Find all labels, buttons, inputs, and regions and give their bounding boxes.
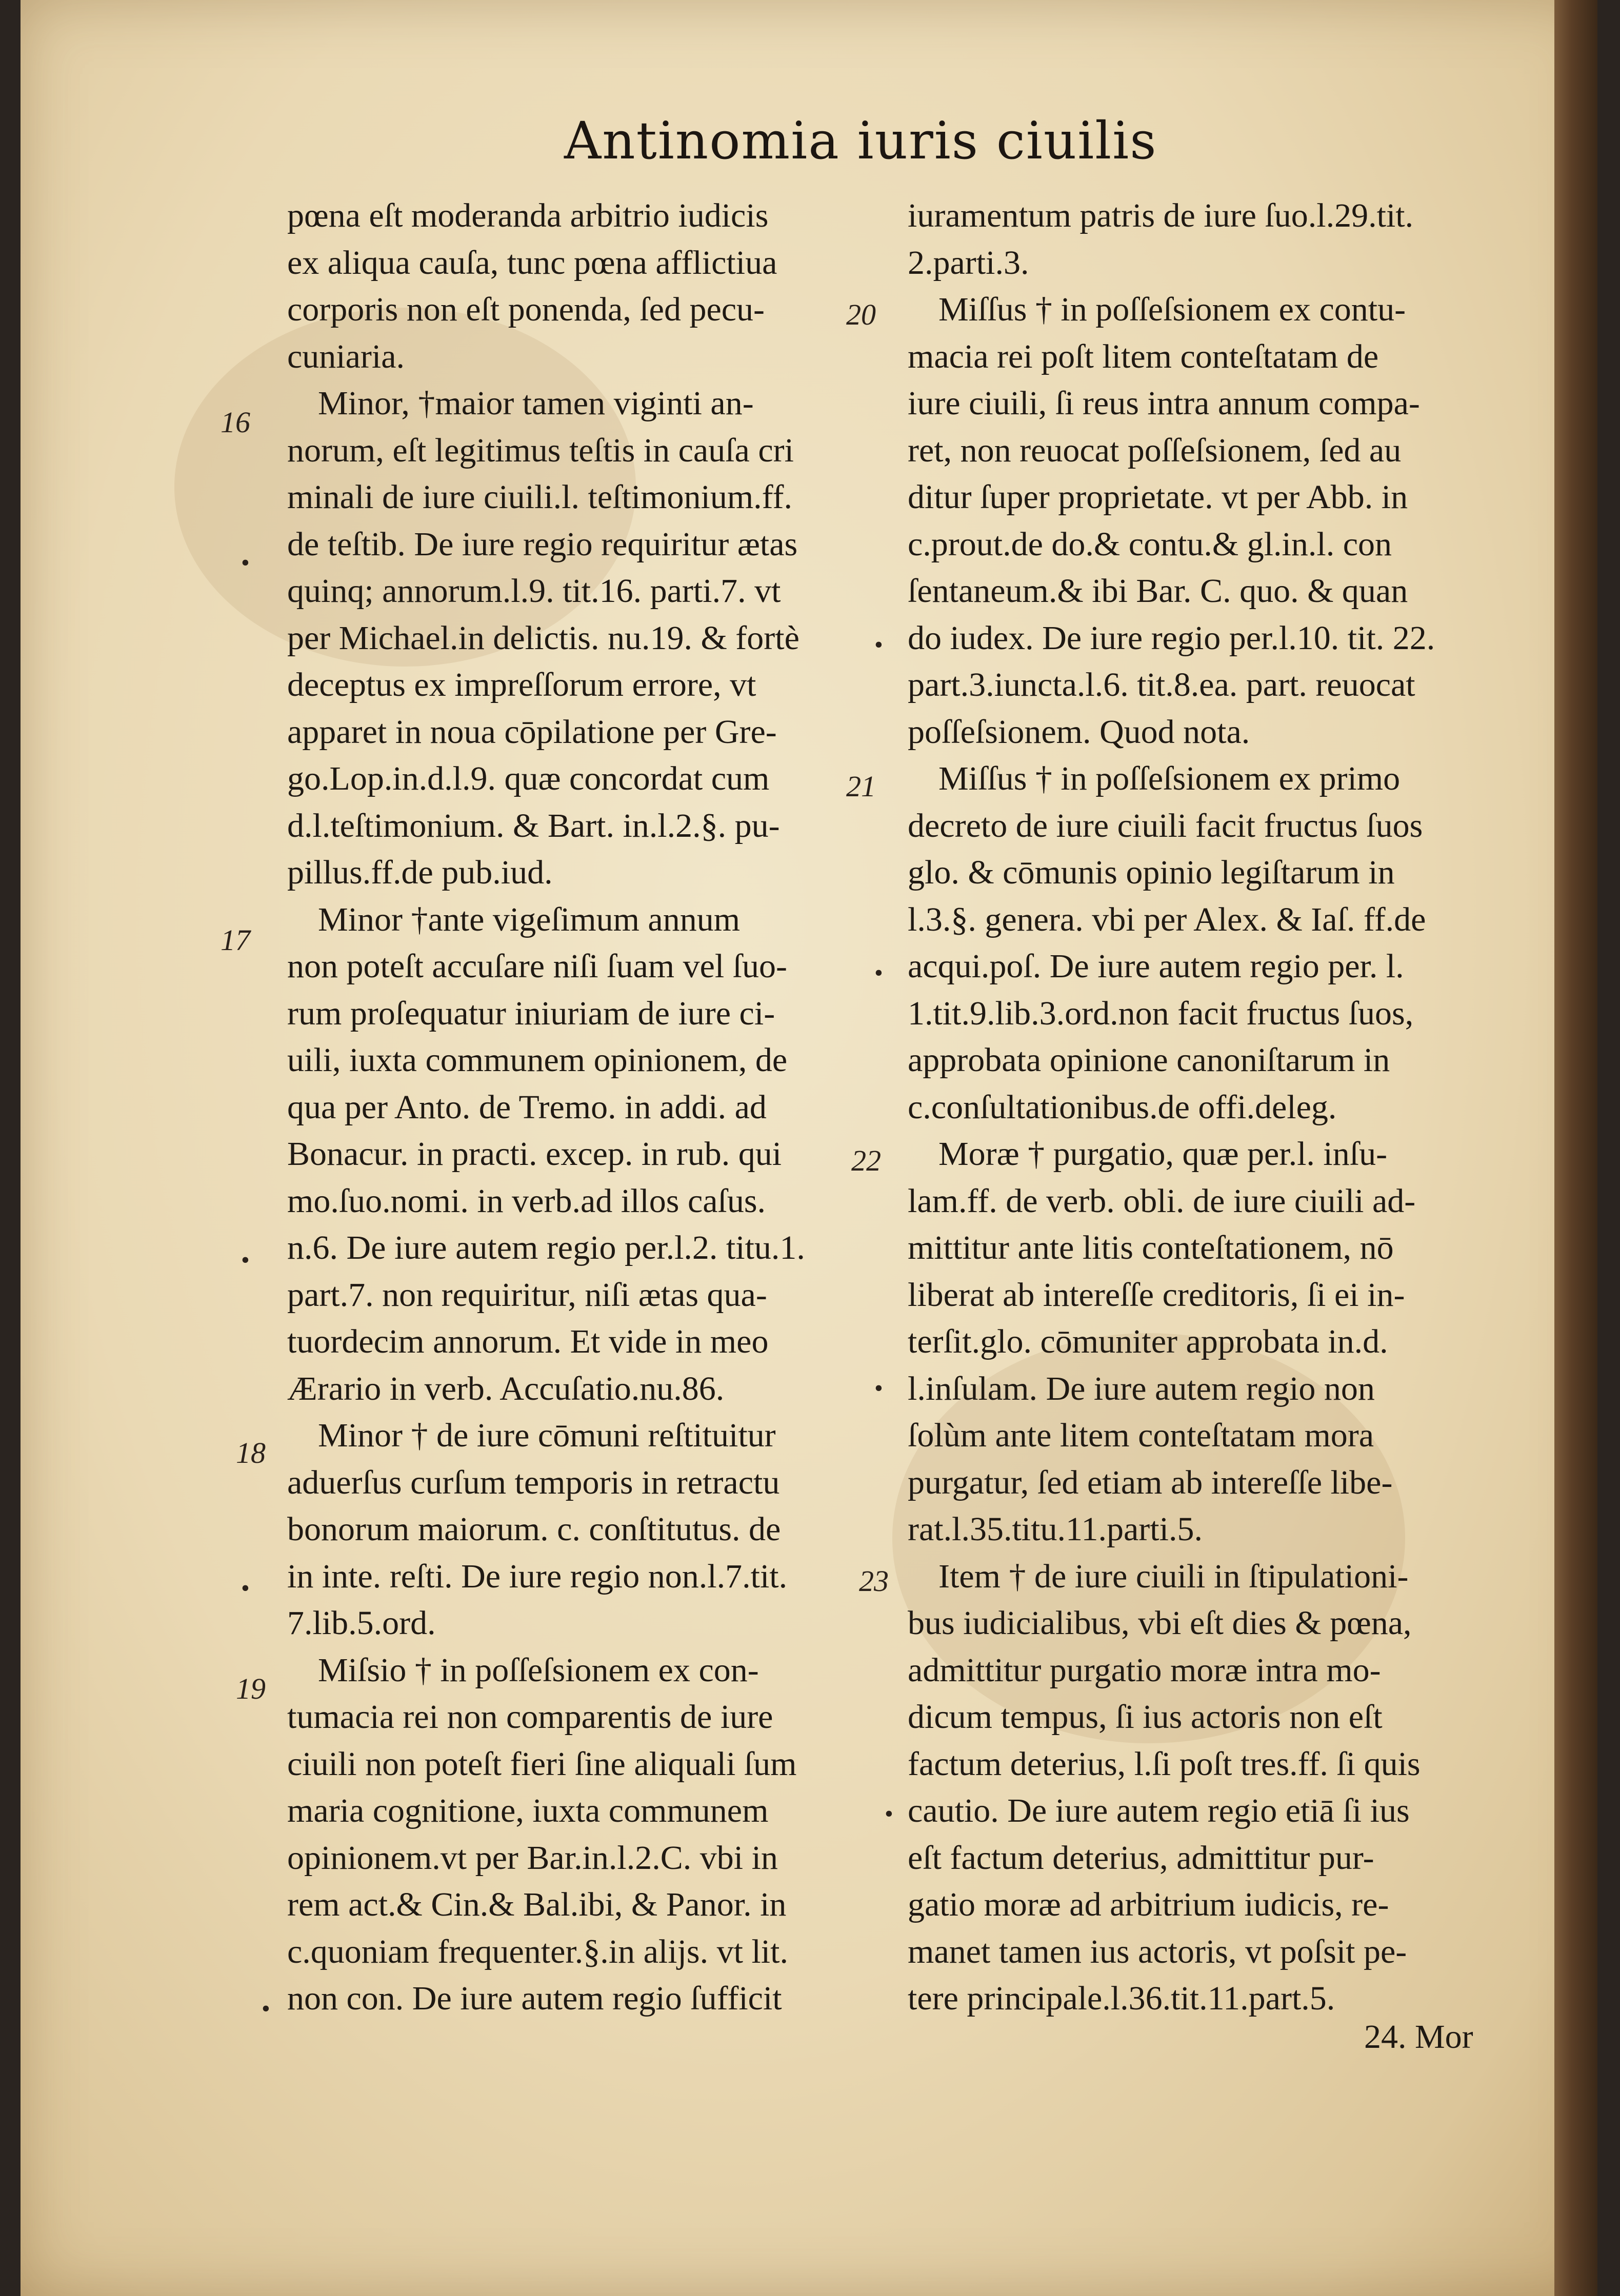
text-line: admittitur purgatio moræ intra mo-: [908, 1651, 1381, 1689]
margin-bullet: •: [885, 1800, 893, 1827]
text-line: Miſſus † in poſſeſsionem ex contu-: [938, 291, 1406, 328]
margin-bullet: •: [874, 959, 883, 986]
paragraph-number: 17: [221, 923, 250, 957]
text-line: pillus.ff.de pub.iud.: [287, 854, 553, 891]
text-line: d.l.teſtimonium. & Bart. in.l.2.§. pu-: [287, 807, 780, 844]
text-line: uili, iuxta communem opinionem, de: [287, 1041, 788, 1079]
text-line: bus iudicialibus, vbi eſt dies & pœna,: [908, 1604, 1412, 1642]
text-line: Ærario in verb. Accuſatio.nu.86.: [287, 1369, 725, 1407]
text-line: Bonacur. in practi. excep. in rub. qui: [287, 1135, 782, 1173]
text-line: rat.l.35.titu.11.parti.5.: [908, 1510, 1203, 1548]
text-line: qua per Anto. de Tremo. in addi. ad: [287, 1088, 767, 1126]
text-line: per Michael.in delictis. nu.19. & fortè: [287, 619, 799, 657]
text-line: in inte. reſti. De iure regio non.l.7.tit.: [287, 1557, 788, 1595]
text-line: aduerſus curſum temporis in retractu: [287, 1463, 780, 1501]
text-line: ret, non reuocat poſſeſsionem, ſed au: [908, 431, 1402, 469]
text-line: tuordecim annorum. Et vide in meo: [287, 1323, 769, 1360]
text-line: macia rei poſt litem conteſtatam de: [908, 337, 1379, 375]
paragraph-number: 20: [846, 298, 876, 331]
text-line: de teſtib. De iure regio requiritur ætas: [287, 525, 798, 563]
paragraph-number: 22: [851, 1144, 881, 1177]
left-column: [287, 192, 867, 2022]
text-line: iuramentum patris de iure ſuo.l.29.tit.: [908, 197, 1414, 234]
text-line: approbata opinione canoniſtarum in: [908, 1041, 1390, 1079]
text-line: apparet in noua cōpilatione per Gre-: [287, 713, 777, 751]
text-line: Minor, †maior tamen viginti an-: [318, 385, 754, 422]
text-line: ditur ſuper proprietate. vt per Abb. in: [908, 478, 1408, 516]
text-line: Miſſus † in poſſeſsionem ex primo: [938, 760, 1401, 797]
paragraph-number: 16: [221, 406, 250, 439]
text-line: opinionem.vt per Bar.in.l.2.C. vbi in: [287, 1839, 778, 1877]
text-line: dicum tempus, ſi ius actoris non eſt: [908, 1698, 1383, 1736]
text-line: deceptus ex impreſſorum errore, vt: [287, 666, 756, 703]
text-line: cautio. De iure autem regio etiā ſi ius: [908, 1792, 1410, 1829]
text-line: go.Lop.in.d.l.9. quæ concordat cum: [287, 760, 770, 797]
running-head: Antinomia iuris ciuilis: [564, 111, 1157, 171]
text-line: 2.parti.3.: [908, 244, 1029, 281]
catchword: 24. Mor: [1364, 2018, 1473, 2056]
text-line: factum deterius, l.ſi poſt tres.ff. ſi quis: [908, 1745, 1421, 1783]
text-line: decreto de iure ciuili facit fructus ſuos: [908, 807, 1423, 844]
text-line: minali de iure ciuili.l. teſtimonium.ff.: [287, 478, 792, 516]
text-line: Minor †ante vigeſimum annum: [318, 900, 741, 938]
paragraph-number: 23: [859, 1564, 889, 1598]
paragraph-number: 19: [236, 1672, 266, 1705]
margin-bullet: •: [241, 549, 250, 576]
text-line: glo. & cōmunis opinio legiſtarum in: [908, 854, 1395, 891]
text-line: lam.ff. de verb. obli. de iure ciuili ad-: [908, 1182, 1416, 1220]
text-line: ſentaneum.& ibi Bar. C. quo. & quan: [908, 572, 1408, 610]
text-line: l.3.§. genera. vbi per Alex. & Iaſ. ff.de: [908, 900, 1426, 938]
text-line: manet tamen ius actoris, vt poſsit pe-: [908, 1932, 1407, 1970]
text-line: part.3.iuncta.l.6. tit.8.ea. part. reuocat: [908, 666, 1415, 703]
book-page: [21, 0, 1597, 2296]
text-line: rem act.& Cin.& Bal.ibi, & Panor. in: [287, 1886, 787, 1923]
text-line: corporis non eſt ponenda, ſed pecu-: [287, 291, 765, 328]
text-line: Miſsio † in poſſeſsionem ex con-: [318, 1651, 759, 1689]
text-line: pœna eſt moderanda arbitrio iudicis: [287, 197, 769, 234]
margin-bullet: •: [241, 1246, 250, 1274]
text-line: gatio moræ ad arbitrium iudicis, re-: [908, 1886, 1389, 1923]
text-line: bonorum maiorum. c. conſtitutus. de: [287, 1510, 781, 1548]
text-line: terſit.glo. cōmuniter approbata in.d.: [908, 1323, 1388, 1360]
paragraph-number: 18: [236, 1436, 266, 1469]
text-line: part.7. non requiritur, niſi ætas qua-: [287, 1276, 767, 1314]
right-column: [908, 192, 1528, 2022]
text-line: tere principale.l.36.tit.11.part.5.: [908, 1980, 1335, 2017]
text-line: c.prout.de do.& contu.& gl.in.l. con: [908, 525, 1392, 563]
text-line: c.conſultationibus.de offi.deleg.: [908, 1088, 1337, 1126]
margin-bullet: •: [241, 1575, 250, 1602]
text-line: poſſeſsionem. Quod nota.: [908, 713, 1250, 751]
text-line: eſt factum deterius, admittitur pur-: [908, 1839, 1374, 1877]
text-line: 7.lib.5.ord.: [287, 1604, 436, 1642]
text-line: quinq; annorum.l.9. tit.16. parti.7. vt: [287, 572, 781, 610]
text-line: cuniaria.: [287, 337, 405, 375]
text-line: acqui.poſ. De iure autem regio per. l.: [908, 948, 1404, 985]
text-line: Item † de iure ciuili in ſtipulationi-: [938, 1557, 1409, 1595]
text-line: tumacia rei non comparentis de iure: [287, 1698, 773, 1736]
text-line: liberat ab intereſſe creditoris, ſi ei in-: [908, 1276, 1405, 1314]
text-line: rum proſequatur iniuriam de iure ci-: [287, 994, 775, 1032]
text-line: 1.tit.9.lib.3.ord.non facit fructus ſuos,: [908, 994, 1414, 1032]
text-line: maria cognitione, iuxta communem: [287, 1792, 769, 1829]
text-line: iure ciuili, ſi reus intra annum compa-: [908, 385, 1420, 422]
text-line: Moræ † purgatio, quæ per.l. inſu-: [938, 1135, 1388, 1173]
paragraph-number: 21: [846, 770, 876, 803]
text-line: mo.ſuo.nomi. in verb.ad illos caſus.: [287, 1182, 766, 1220]
text-line: ex aliqua cauſa, tunc pœna afflictiua: [287, 244, 777, 281]
text-line: l.inſulam. De iure autem regio non: [908, 1369, 1375, 1407]
text-line: ſolùm ante litem conteſtatam mora: [908, 1417, 1374, 1454]
margin-bullet: •: [874, 631, 883, 658]
margin-bullet: •: [262, 1995, 270, 2022]
text-line: non con. De iure autem regio ſufficit: [287, 1980, 782, 2017]
text-line: non poteſt accuſare niſi ſuam vel ſuo-: [287, 948, 788, 985]
text-line: purgatur, ſed etiam ab intereſſe libe-: [908, 1463, 1393, 1501]
margin-bullet: •: [874, 1375, 883, 1402]
text-line: norum, eſt legitimus teſtis in cauſa cri: [287, 431, 794, 469]
text-line: mittitur ante litis conteſtationem, nō: [908, 1229, 1394, 1266]
text-line: n.6. De iure autem regio per.l.2. titu.1.: [287, 1229, 805, 1266]
text-line: ciuili non poteſt fieri ſine aliquali ſum: [287, 1745, 797, 1783]
text-line: do iudex. De iure regio per.l.10. tit. 22.: [908, 619, 1435, 657]
page-edge: [1554, 0, 1597, 2296]
text-line: Minor † de iure cōmuni reſtituitur: [318, 1417, 776, 1454]
text-line: c.quoniam frequenter.§.in alijs. vt lit.: [287, 1932, 788, 1970]
